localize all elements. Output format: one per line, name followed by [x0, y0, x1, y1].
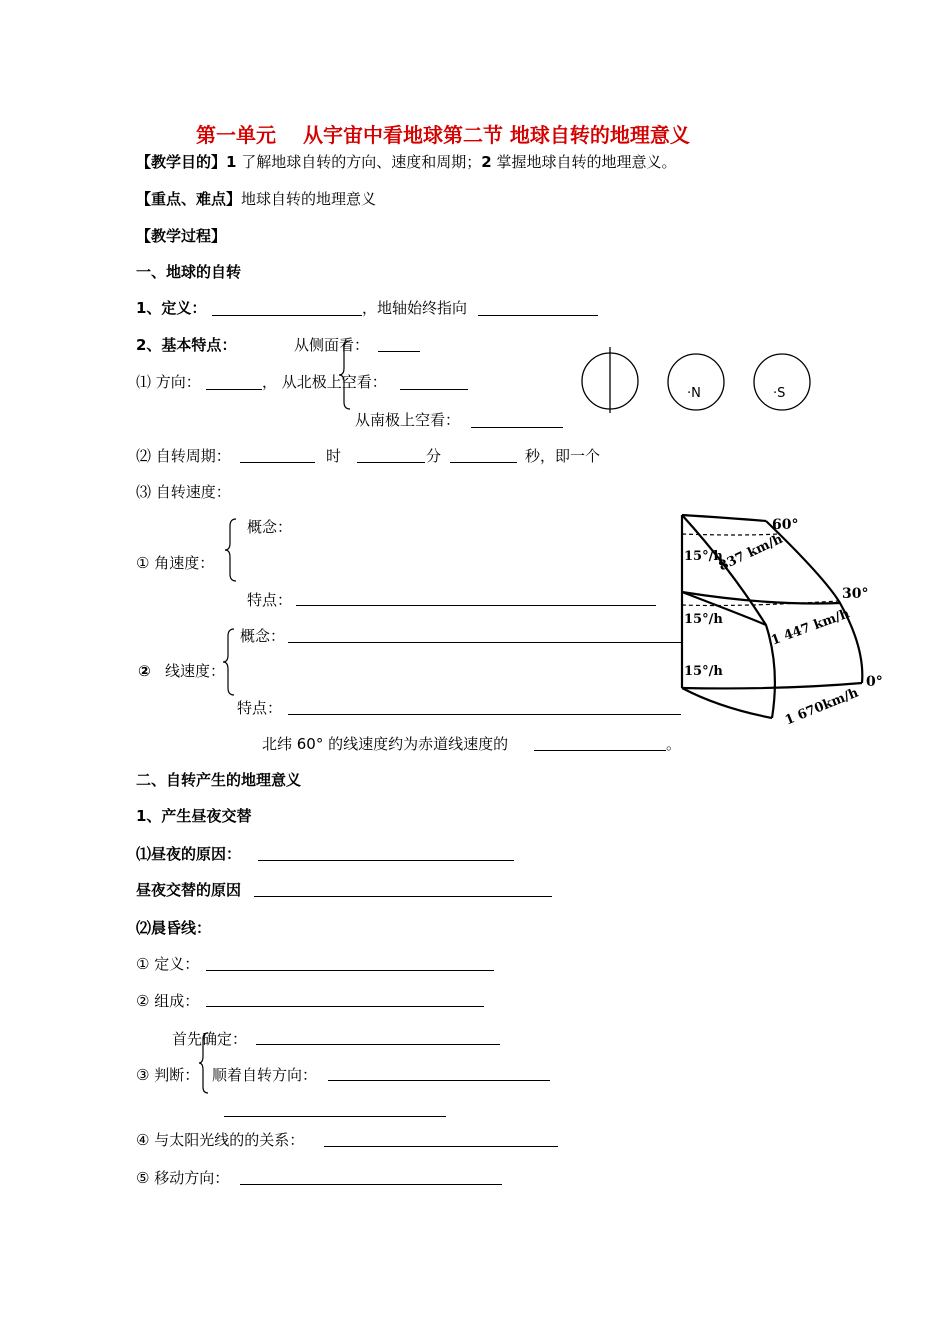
period-hour-blank[interactable] — [240, 462, 315, 463]
lat60-end: 。 — [666, 735, 682, 753]
terminator-label: ⑵晨昏线： — [136, 919, 212, 937]
page-title: 第一单元 从宇宙中看地球第二节 地球自转的地理意义 — [196, 123, 690, 147]
judge-label: ③ 判断： — [136, 1066, 200, 1084]
section1-heading: 一、地球的自转 — [136, 263, 242, 281]
side-view-blank[interactable] — [378, 351, 420, 352]
globe-side-view — [580, 347, 640, 413]
definition-label: 1、定义： — [136, 299, 207, 317]
follow-rotation-blank-2[interactable] — [224, 1116, 446, 1117]
diagram-lat-30: 30° — [842, 586, 869, 602]
terminator-def-label: ① 定义： — [136, 955, 200, 973]
objective-text-1: 了解地球自转的方向、速度和周期； — [236, 153, 482, 171]
terminator-composition-label: ② 组成： — [136, 992, 200, 1010]
diagram-linear-30: 1 447 km/h — [769, 606, 852, 649]
diagram-equator — [682, 683, 862, 688]
period-sec-text: 秒，即一个 — [525, 447, 601, 465]
keypoints-text: 地球自转的地理意义 — [241, 190, 377, 208]
section2-sub1: 1、产生昼夜交替 — [136, 807, 252, 825]
section2-heading: 二、自转产生的地理意义 — [136, 771, 302, 789]
keypoints-label: 【重点、难点】 — [136, 190, 242, 208]
period-min-text: 分 — [426, 447, 442, 465]
alternation-cause-label: 昼夜交替的原因 — [136, 881, 242, 899]
angular-brace-path — [225, 519, 236, 581]
judge-brace — [198, 1032, 210, 1094]
daynight-cause-label: ⑴昼夜的原因： — [136, 845, 242, 863]
definition-blank[interactable] — [212, 315, 362, 316]
diagram-linear-60: 837 km/h — [716, 531, 786, 575]
follow-rotation-label: 顺着自转方向： — [212, 1066, 318, 1084]
daynight-cause-blank[interactable] — [258, 860, 514, 861]
south-view-label: 从南极上空看： — [355, 411, 461, 429]
north-view-label: ， 从北极上空看： — [262, 373, 387, 391]
terminator-composition-blank[interactable] — [206, 1006, 484, 1007]
globe-north-label: ·N — [687, 386, 701, 401]
lat60-blank[interactable] — [534, 750, 666, 751]
first-determine-blank[interactable] — [256, 1044, 500, 1045]
axis-direction-blank[interactable] — [478, 315, 598, 316]
diagram-lat-0: 0° — [866, 674, 883, 690]
movement-blank[interactable] — [240, 1184, 502, 1185]
diagram-angular-0: 15°/h — [684, 664, 723, 679]
features-label: 2、基本特点： — [136, 336, 237, 354]
period-label: ⑵ 自转周期： — [136, 447, 231, 465]
movement-label: ⑤ 移动方向： — [136, 1169, 230, 1187]
angular-concept-label: 概念： — [247, 518, 293, 536]
north-view-blank[interactable] — [400, 389, 468, 390]
period-sec-blank[interactable] — [450, 462, 517, 463]
angular-feature-label: 特点： — [247, 591, 293, 609]
judge-brace-path — [199, 1033, 208, 1093]
linear-feature-label: 特点： — [237, 699, 283, 717]
keypoints-line — [136, 189, 376, 209]
objective-text-2: 掌握地球自转的地理意义。 — [491, 153, 677, 171]
first-determine-label: 首先确定： — [172, 1030, 248, 1048]
diagram-angular-30: 15°/h — [684, 612, 723, 627]
diagram-front-arc-0 — [682, 688, 772, 718]
globe-south-label: ·S — [773, 386, 786, 401]
south-view-blank[interactable] — [471, 427, 563, 428]
period-hour-text: 时 — [326, 447, 342, 465]
side-view-label: 从侧面看： — [294, 336, 370, 354]
diagram-angular-60: 15°/h — [684, 549, 723, 564]
lat60-text: 北纬 60° 的线速度约为赤道线速度的 — [262, 735, 509, 753]
speed-label: ⑶ 自转速度： — [136, 483, 231, 501]
follow-rotation-blank[interactable] — [328, 1080, 550, 1081]
objective-line — [136, 152, 676, 172]
linear-concept-label: 概念： — [240, 627, 286, 645]
angular-label: ① 角速度： — [136, 554, 215, 572]
direction-blank[interactable] — [206, 389, 262, 390]
objective-num-2: 2 — [481, 153, 492, 171]
angular-feature-blank[interactable] — [296, 605, 656, 606]
linear-num: ② — [138, 662, 151, 680]
diagram-linear-0: 1 670km/h — [783, 685, 861, 729]
diagram-lat-60: 60° — [772, 517, 799, 533]
linear-label: 线速度： — [165, 662, 226, 680]
direction-label: ⑴ 方向： — [136, 373, 201, 391]
objective-num-1: 1 — [226, 153, 237, 171]
process-label: 【教学过程】 — [136, 227, 227, 245]
sunlight-relation-blank[interactable] — [324, 1146, 558, 1147]
angular-brace — [224, 518, 238, 582]
period-min-blank[interactable] — [357, 462, 425, 463]
definition-mid-text: ，地轴始终指向 — [362, 299, 468, 317]
linear-concept-blank[interactable] — [288, 642, 681, 643]
terminator-def-blank[interactable] — [206, 970, 494, 971]
alternation-cause-blank[interactable] — [254, 896, 552, 897]
diagram-top-parallel — [682, 515, 766, 521]
objective-label: 【教学目的】 — [136, 153, 227, 171]
sunlight-relation-label: ④ 与太阳光线的的关系： — [136, 1131, 305, 1149]
diagram-dashed-60 — [682, 534, 778, 535]
linear-feature-blank[interactable] — [288, 714, 681, 715]
